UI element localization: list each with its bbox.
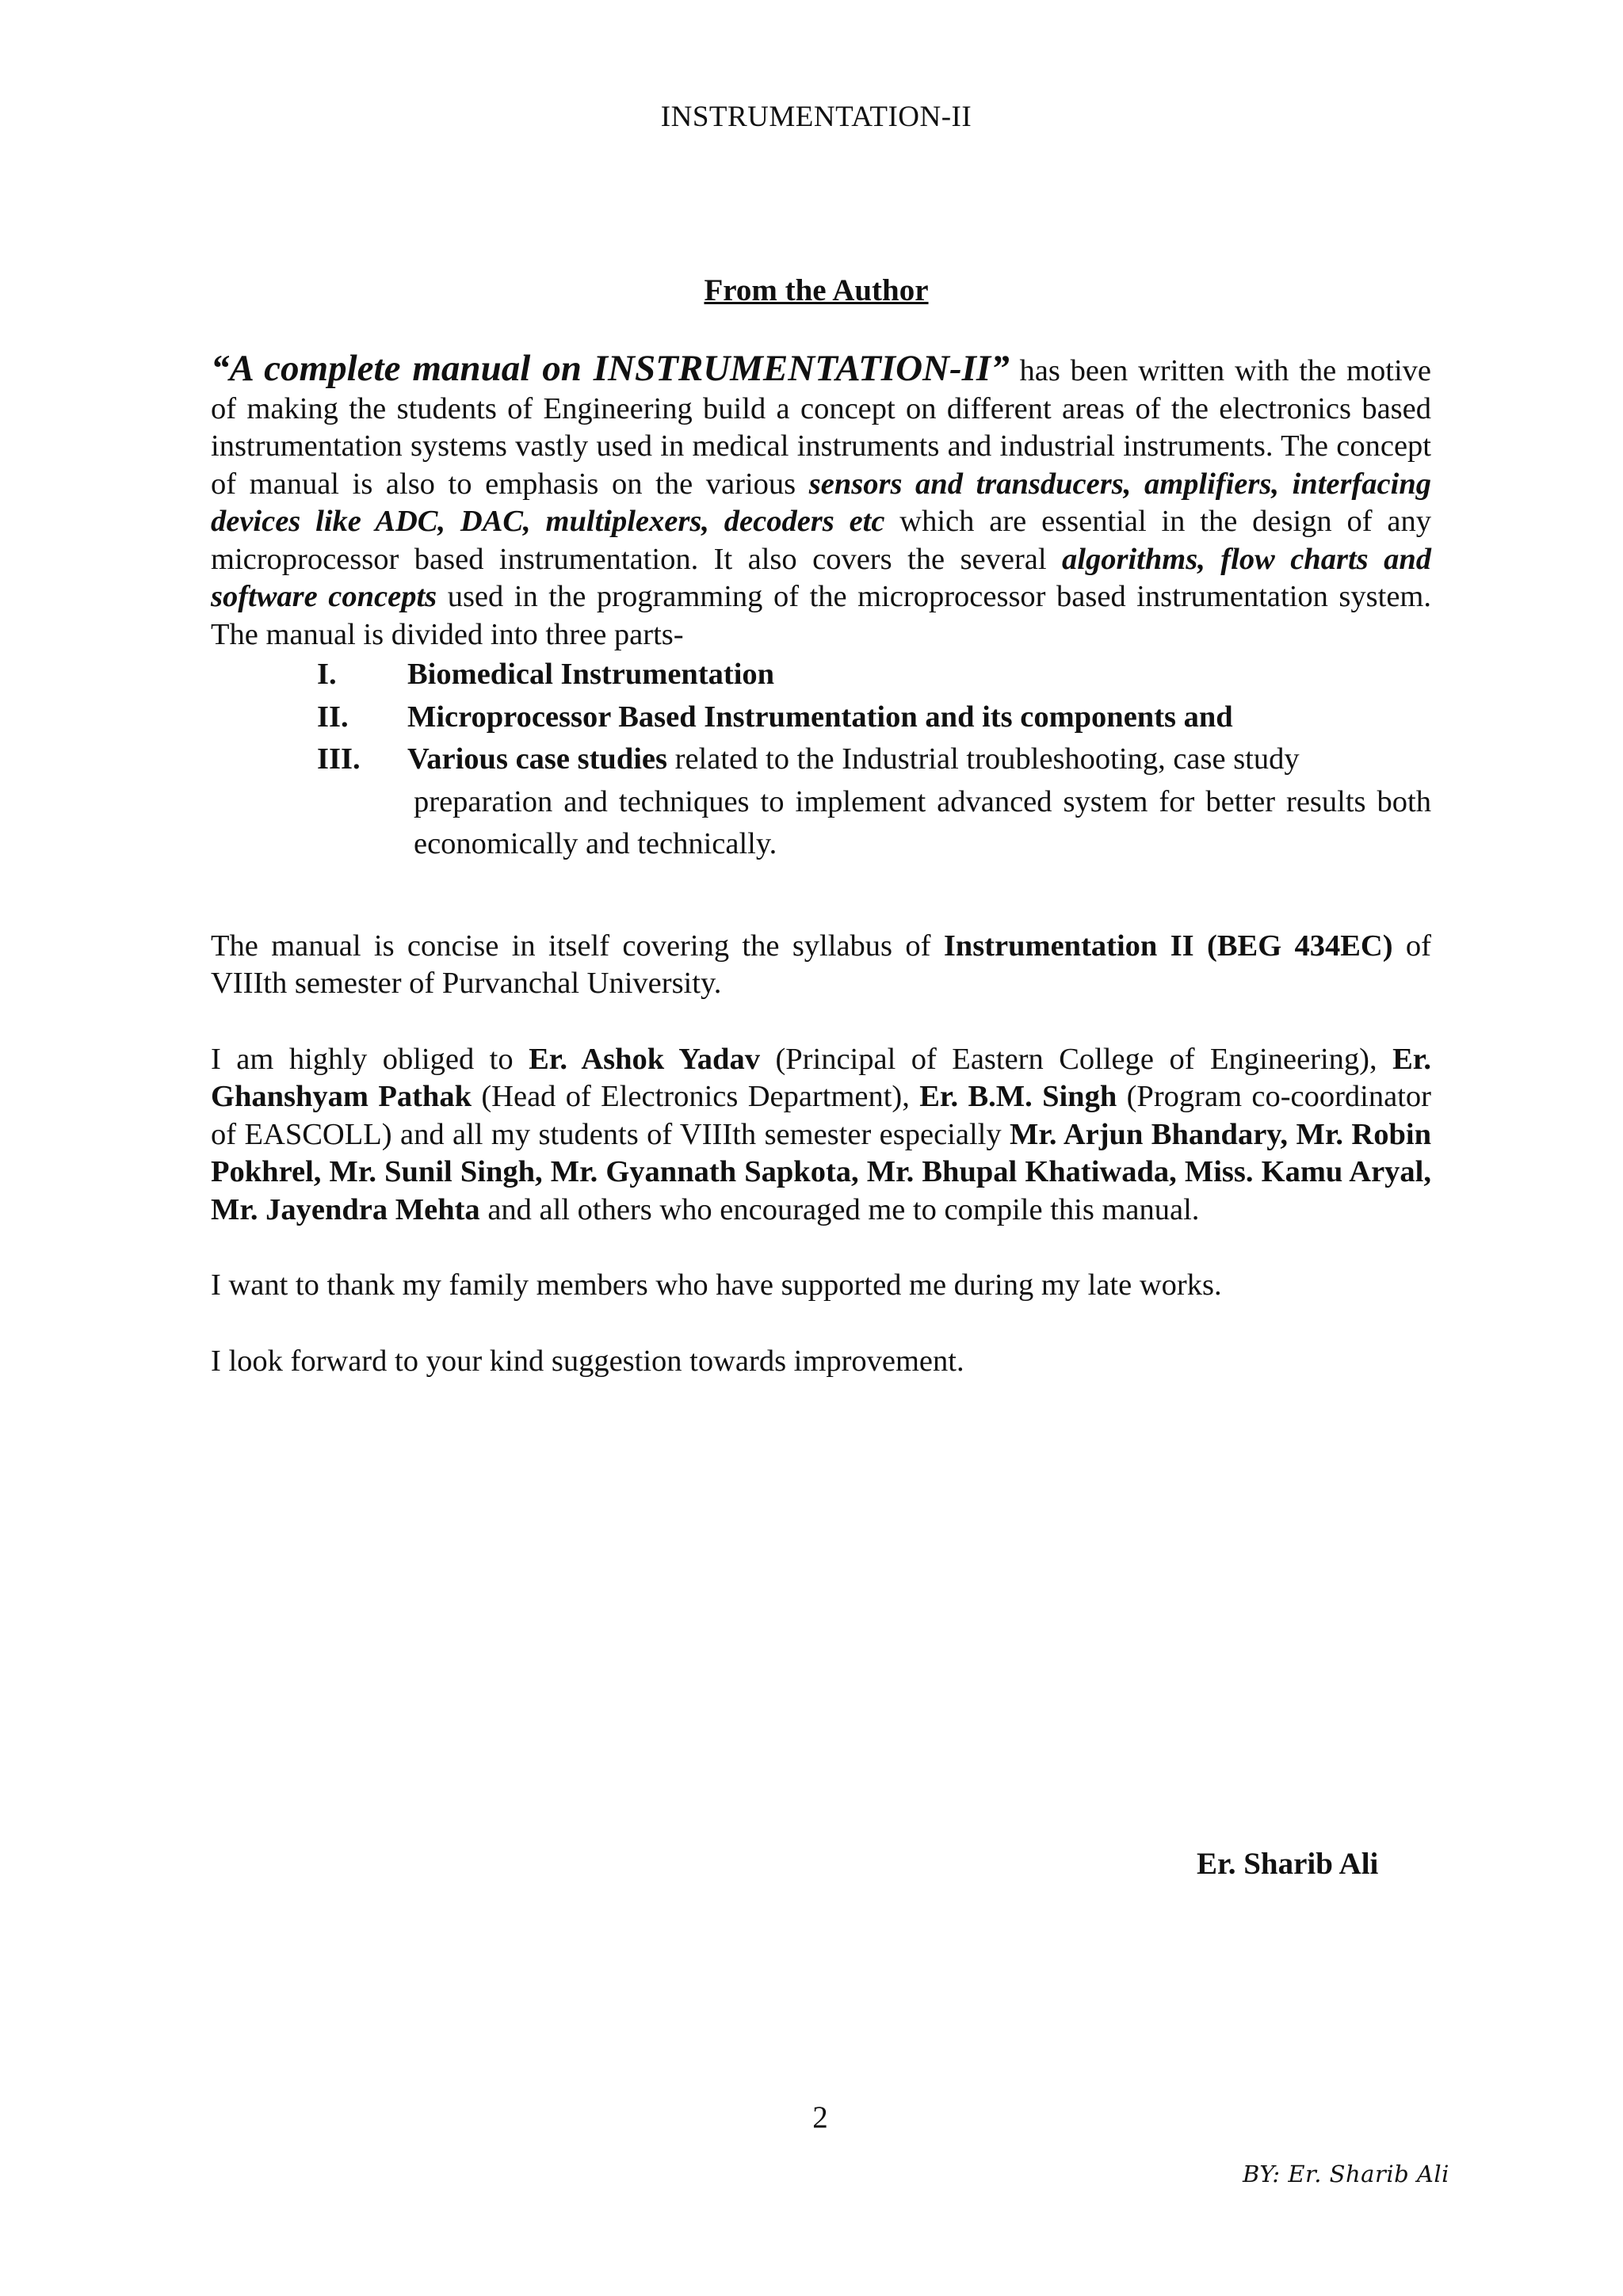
ack-text-4: (Program co-coordinator of EASCOLL) and all my students of VIIIth semester especially [211,1080,1431,1151]
part-description: related to the Industrial troubleshooting, case study [667,742,1300,776]
ack-name-coordinator: Er. B.M. Singh [919,1080,1117,1113]
intro-text-2: which are essential in the design of any microprocessor based instrumentation. It also covers the several [211,505,1432,576]
intro-paragraph [211,350,1431,654]
ack-name-hod: Er. Ghanshyam Pathak [211,1042,1431,1113]
page-number: 2 [812,2100,828,2134]
syllabus-paragraph [211,928,1431,1003]
part-number: III. [317,742,361,776]
closing-paragraph: I look forward to your kind suggestion towards improvement. [211,1344,964,1378]
intro-text-1: has been written with the motive of making the students of Engineering build a concept on different areas of the electronics based instrumentation systems vastly used in medical instruments and industrial instruments. The concept of manual is also to emphasis on the various [211,354,1431,501]
ack-text-1: I am highly obliged to [211,1042,529,1076]
author-signature: Er. Sharib Ali [1197,1847,1379,1881]
running-header: INSTRUMENTATION-II [660,101,972,133]
part-item [211,696,1431,739]
ack-text-2: (Principal of Eastern College of Engineering), [759,1042,1393,1076]
course-code: Instrumentation II (BEG 434EC) [943,929,1393,963]
parts-list [211,654,1431,866]
part-item [211,654,1431,696]
acknowledgement-paragraph [211,1041,1431,1230]
intro-emphasis-sensors: sensors and transducers, amplifiers, interfacing devices like ADC, DAC, multiplexers, decoders etc [211,467,1431,538]
manual-title-quote: “A complete manual on INSTRUMENTATION-II” [211,348,1010,389]
ack-name-principal: Er. Ashok Yadav [529,1042,760,1076]
intro-emphasis-algorithms: algorithms, flow charts and software concepts [211,542,1431,613]
part-number: II. [317,700,349,734]
part-label: Biomedical Instrumentation [407,658,775,691]
part-label: Various case studies [407,742,668,776]
intro-text-3: used in the programming of the microprocessor based instrumentation system. The manual is divided into three parts- [211,580,1432,651]
family-paragraph: I want to thank my family members who have supported me during my late works. [211,1268,1222,1302]
main-content [211,350,1431,1380]
part-number: I. [317,658,337,691]
ack-text-5: and all others who encouraged me to compile this manual. [479,1192,1200,1226]
syllabus-text-2: of VIIIth semester of Purvanchal University. [211,929,1431,1000]
footer-byline: BY: Er. Sharib Ali [1243,2161,1449,2187]
ack-names-students: Mr. Arjun Bhandary, Mr. Robin Pokhrel, Mr. Sunil Singh, Mr. Gyannath Sapkota, Mr. Bhupal Khatiwada, Miss. Kamu Aryal, Mr. Jayendra Mehta [211,1117,1431,1226]
part-item [211,738,1431,866]
section-title: From the Author [704,273,929,307]
part-label: Microprocessor Based Instrumentation and its components and [407,700,1233,734]
syllabus-text-1: The manual is concise in itself covering the syllabus of [211,929,944,963]
ack-text-3: (Head of Electronics Department), [472,1080,920,1113]
part-description-continued: preparation and techniques to implement advanced system for better results both economically and technically. [414,784,1431,860]
